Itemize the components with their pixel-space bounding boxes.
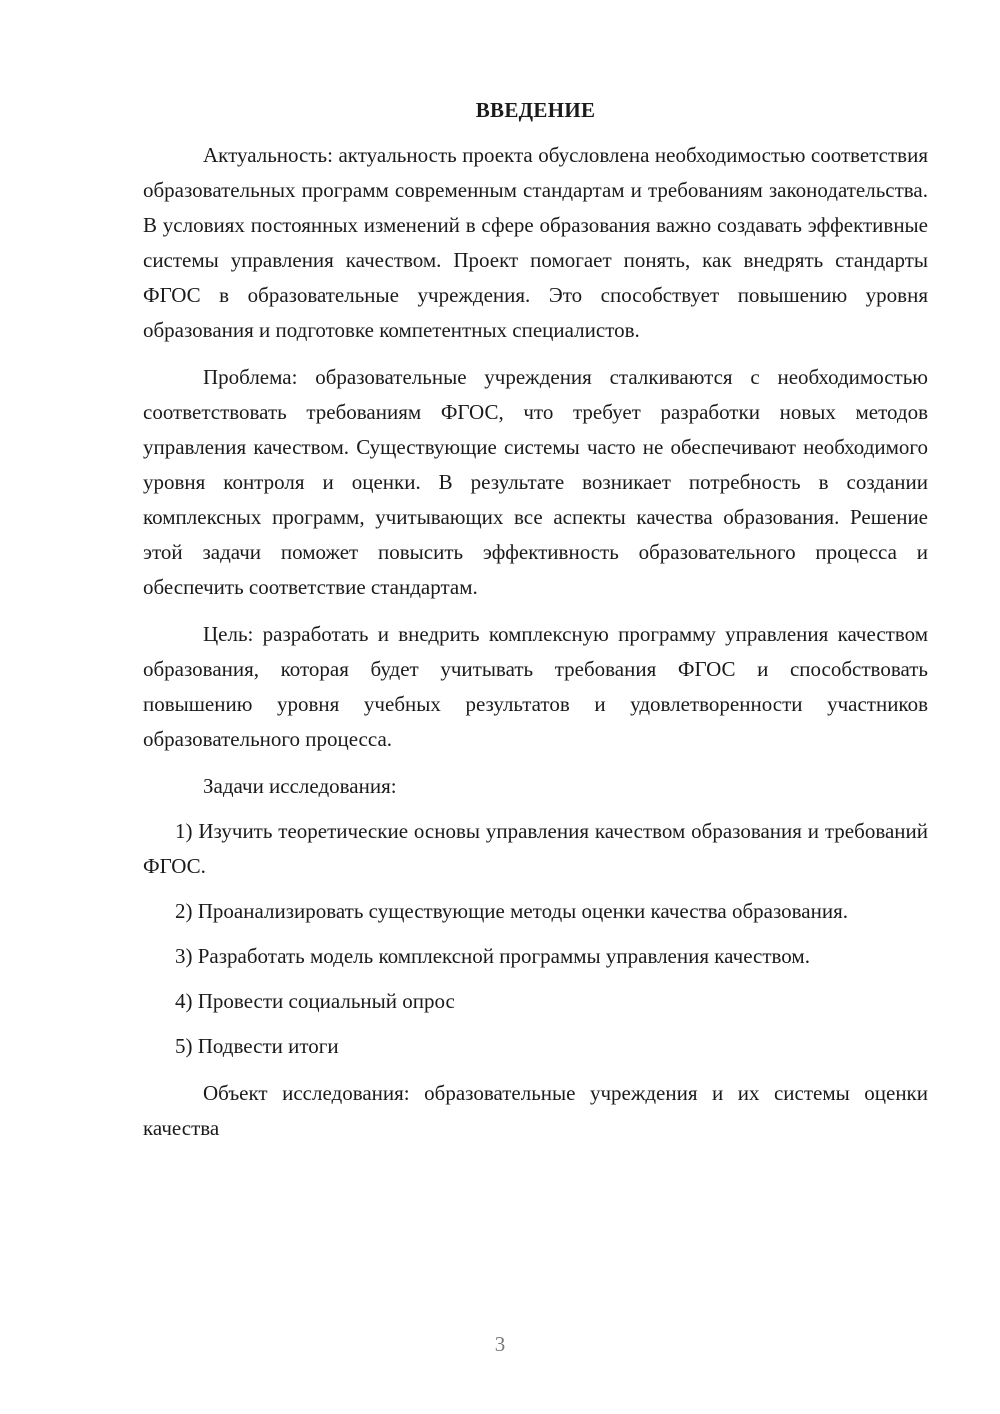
task-item-4: 4) Провести социальный опрос <box>175 989 455 1013</box>
document-page <box>143 94 928 1146</box>
task-item-1: 1) Изучить теоретические основы управления качеством образования и требований ФГОС. <box>143 819 928 878</box>
tasks-title: Задачи исследования: <box>203 774 397 798</box>
task-item-5: 5) Подвести итоги <box>175 1034 339 1058</box>
relevance-paragraph: Актуальность: актуальность проекта обусловлена необходимостью соответствия образовательных программ современным стандартам и требованиям законодательства. В условиях постоянных изменений в сфере образования важно создавать эффективные системы управления качеством. Проект помогает понять, как внедрять стандарты ФГОС в образовательные учреждения. Это способствует повышению уровня образования и подготовке компетентных специалистов. <box>143 143 928 342</box>
object-paragraph: Объект исследования: образовательные учреждения и их системы оценки качества <box>143 1081 928 1140</box>
task-item-2: 2) Проанализировать существующие методы оценки качества образования. <box>175 899 849 923</box>
problem-paragraph: Проблема: образовательные учреждения сталкиваются с необходимостью соответствовать требованиям ФГОС, что требует разработки новых методов управления качеством. Существующие системы часто не обеспечивают необходимого уровня контроля и оценки. В результате возникает потребность в создании комплексных программ, учитывающих все аспекты качества образования. Решение этой задачи поможет повысить эффективность образовательного процесса и обеспечить соответствие стандартам. <box>143 365 928 599</box>
task-item-3: 3) Разработать модель комплексной программы управления качеством. <box>175 944 810 968</box>
section-heading: ВВЕДЕНИЕ <box>475 98 596 122</box>
page-number: 3 <box>494 1332 506 1356</box>
goal-paragraph: Цель: разработать и внедрить комплексную программу управления качеством образования, которая будет учитывать требования ФГОС и способствовать повышению уровня учебных результатов и удовлетворенности участников образовательного процесса. <box>143 622 928 751</box>
